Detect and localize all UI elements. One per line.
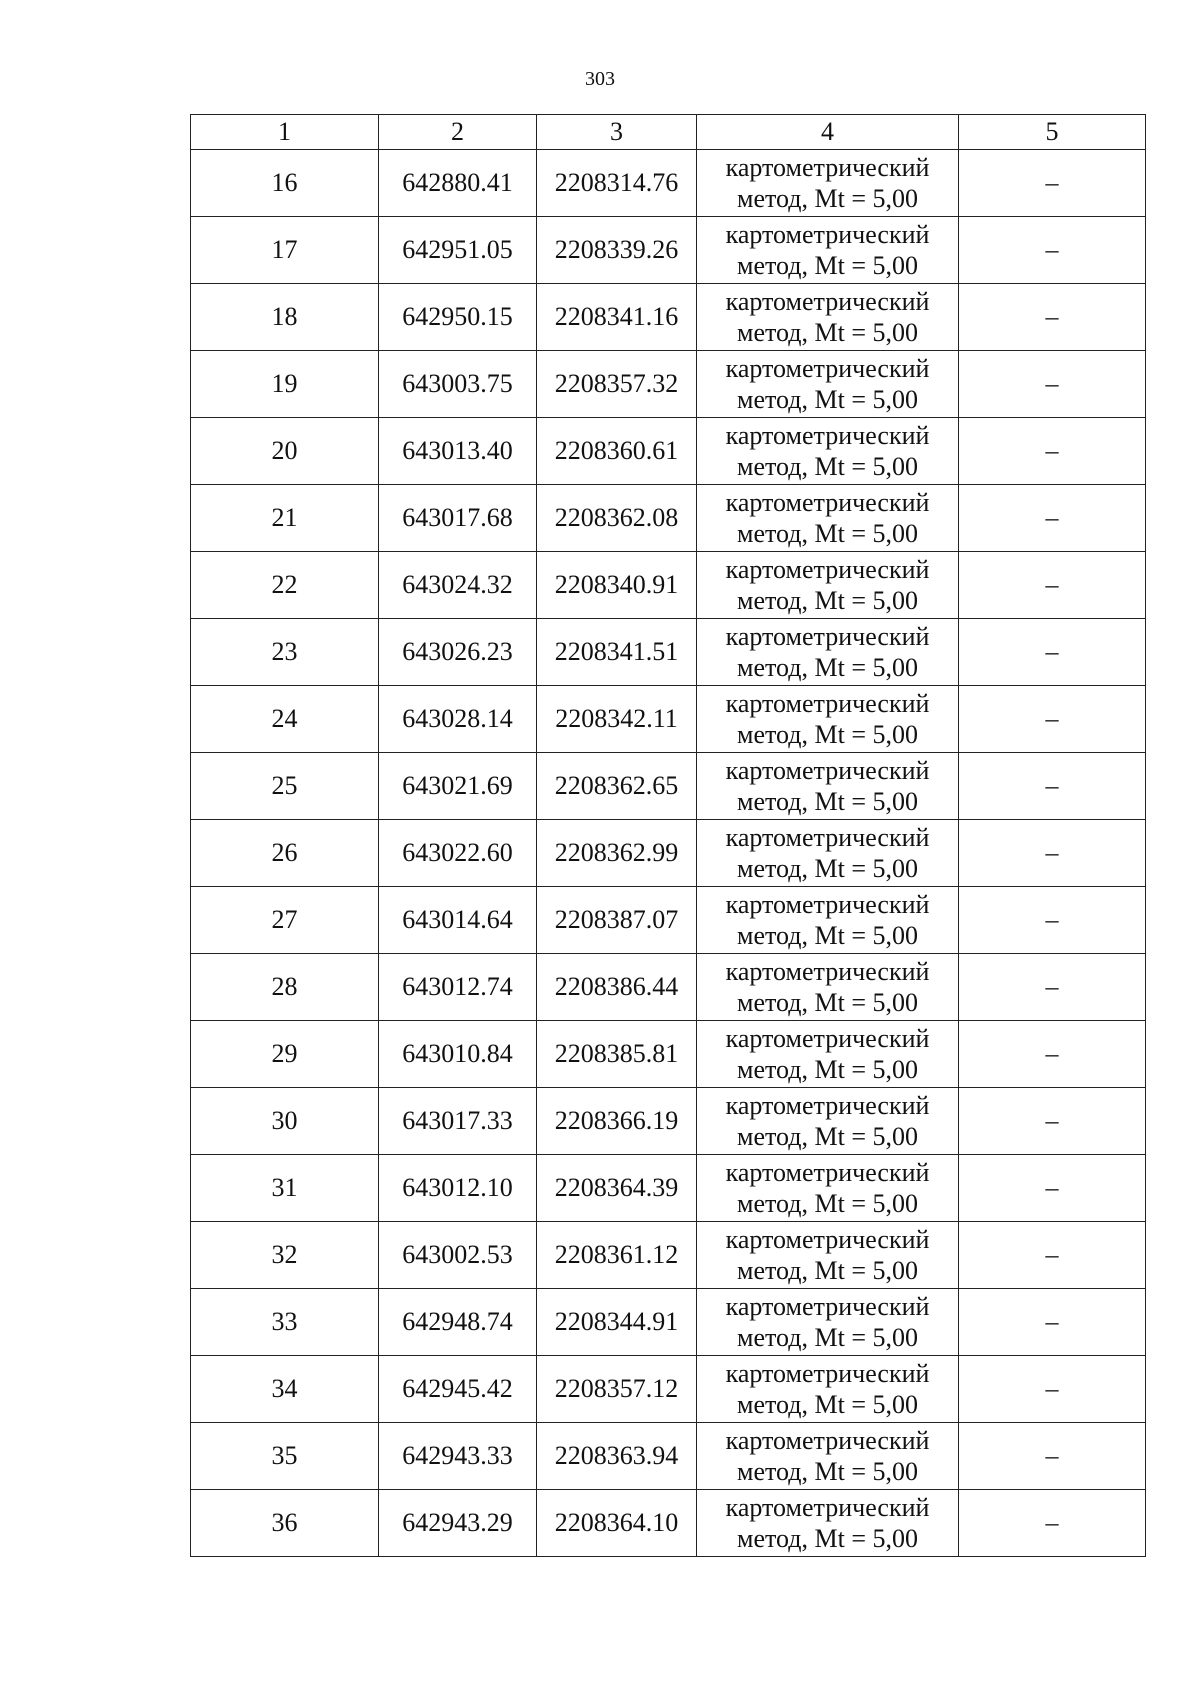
point-number-cell: 27 [191, 887, 379, 954]
method-line-2: метод, Mt = 5,00 [737, 653, 918, 682]
note-cell: – [959, 150, 1146, 217]
method-line-2: метод, Mt = 5,00 [737, 1189, 918, 1218]
x-coordinate-cell: 642945.42 [379, 1356, 537, 1423]
x-coordinate-cell: 642880.41 [379, 150, 537, 217]
method-line-1: картометрический [725, 421, 930, 450]
method-cell [697, 954, 959, 1021]
method-cell [697, 1021, 959, 1088]
y-coordinate-cell: 2208366.19 [537, 1088, 697, 1155]
note-cell: – [959, 1423, 1146, 1490]
y-coordinate-cell: 2208362.08 [537, 485, 697, 552]
x-coordinate-cell: 643010.84 [379, 1021, 537, 1088]
x-coordinate-cell: 643024.32 [379, 552, 537, 619]
table-row [191, 418, 1146, 485]
method-cell [697, 1490, 959, 1557]
method-line-2: метод, Mt = 5,00 [737, 1390, 918, 1419]
table-row [191, 552, 1146, 619]
x-coordinate-cell: 642943.29 [379, 1490, 537, 1557]
point-number-cell: 32 [191, 1222, 379, 1289]
point-number-cell: 24 [191, 686, 379, 753]
method-line-1: картометрический [725, 1359, 930, 1388]
table-row [191, 1356, 1146, 1423]
note-cell: – [959, 686, 1146, 753]
x-coordinate-cell: 643002.53 [379, 1222, 537, 1289]
method-line-1: картометрический [725, 354, 930, 383]
y-coordinate-cell: 2208339.26 [537, 217, 697, 284]
method-line-2: метод, Mt = 5,00 [737, 988, 918, 1017]
header-row [191, 115, 1146, 150]
method-line-1: картометрический [725, 1091, 930, 1120]
point-number-cell: 20 [191, 418, 379, 485]
note-cell: – [959, 1222, 1146, 1289]
method-line-2: метод, Mt = 5,00 [737, 1323, 918, 1352]
x-coordinate-cell: 642951.05 [379, 217, 537, 284]
method-line-1: картометрический [725, 1292, 930, 1321]
column-header-5: 5 [959, 115, 1146, 150]
table-row [191, 1490, 1146, 1557]
column-header-3: 3 [537, 115, 697, 150]
point-number-cell: 21 [191, 485, 379, 552]
y-coordinate-cell: 2208362.65 [537, 753, 697, 820]
method-line-2: метод, Mt = 5,00 [737, 519, 918, 548]
table-row [191, 619, 1146, 686]
method-line-2: метод, Mt = 5,00 [737, 854, 918, 883]
table-row [191, 217, 1146, 284]
note-cell: – [959, 1490, 1146, 1557]
method-line-2: метод, Mt = 5,00 [737, 251, 918, 280]
method-line-2: метод, Mt = 5,00 [737, 1256, 918, 1285]
method-line-2: метод, Mt = 5,00 [737, 1457, 918, 1486]
point-number-cell: 31 [191, 1155, 379, 1222]
point-number-cell: 30 [191, 1088, 379, 1155]
point-number-cell: 17 [191, 217, 379, 284]
method-line-2: метод, Mt = 5,00 [737, 1055, 918, 1084]
method-cell [697, 418, 959, 485]
method-cell [697, 150, 959, 217]
y-coordinate-cell: 2208364.39 [537, 1155, 697, 1222]
method-line-2: метод, Mt = 5,00 [737, 1122, 918, 1151]
note-cell: – [959, 552, 1146, 619]
note-cell: – [959, 1155, 1146, 1222]
table-row [191, 1423, 1146, 1490]
x-coordinate-cell: 643026.23 [379, 619, 537, 686]
method-cell [697, 1088, 959, 1155]
method-cell [697, 351, 959, 418]
point-number-cell: 29 [191, 1021, 379, 1088]
y-coordinate-cell: 2208361.12 [537, 1222, 697, 1289]
x-coordinate-cell: 642948.74 [379, 1289, 537, 1356]
x-coordinate-cell: 643003.75 [379, 351, 537, 418]
y-coordinate-cell: 2208357.32 [537, 351, 697, 418]
point-number-cell: 36 [191, 1490, 379, 1557]
method-cell [697, 619, 959, 686]
y-coordinate-cell: 2208362.99 [537, 820, 697, 887]
y-coordinate-cell: 2208342.11 [537, 686, 697, 753]
point-number-cell: 35 [191, 1423, 379, 1490]
x-coordinate-cell: 643017.68 [379, 485, 537, 552]
column-header-2: 2 [379, 115, 537, 150]
method-line-2: метод, Mt = 5,00 [737, 1524, 918, 1553]
method-line-1: картометрический [725, 1426, 930, 1455]
y-coordinate-cell: 2208340.91 [537, 552, 697, 619]
method-line-1: картометрический [725, 220, 930, 249]
method-cell [697, 1155, 959, 1222]
point-number-cell: 22 [191, 552, 379, 619]
coordinates-table [190, 114, 1146, 1557]
method-line-2: метод, Mt = 5,00 [737, 318, 918, 347]
method-line-2: метод, Mt = 5,00 [737, 586, 918, 615]
y-coordinate-cell: 2208357.12 [537, 1356, 697, 1423]
note-cell: – [959, 619, 1146, 686]
point-number-cell: 26 [191, 820, 379, 887]
table-row [191, 351, 1146, 418]
x-coordinate-cell: 642943.33 [379, 1423, 537, 1490]
x-coordinate-cell: 643021.69 [379, 753, 537, 820]
note-cell: – [959, 485, 1146, 552]
method-cell [697, 552, 959, 619]
note-cell: – [959, 1021, 1146, 1088]
point-number-cell: 28 [191, 954, 379, 1021]
point-number-cell: 18 [191, 284, 379, 351]
y-coordinate-cell: 2208363.94 [537, 1423, 697, 1490]
x-coordinate-cell: 643028.14 [379, 686, 537, 753]
method-line-1: картометрический [725, 622, 930, 651]
table-header [191, 115, 1146, 150]
method-line-1: картометрический [725, 287, 930, 316]
x-coordinate-cell: 643017.33 [379, 1088, 537, 1155]
method-line-1: картометрический [725, 890, 930, 919]
method-line-2: метод, Mt = 5,00 [737, 385, 918, 414]
method-line-2: метод, Mt = 5,00 [737, 720, 918, 749]
method-line-1: картометрический [725, 555, 930, 584]
note-cell: – [959, 351, 1146, 418]
y-coordinate-cell: 2208387.07 [537, 887, 697, 954]
y-coordinate-cell: 2208364.10 [537, 1490, 697, 1557]
method-line-1: картометрический [725, 488, 930, 517]
table-row [191, 150, 1146, 217]
note-cell: – [959, 887, 1146, 954]
method-line-1: картометрический [725, 1225, 930, 1254]
y-coordinate-cell: 2208360.61 [537, 418, 697, 485]
x-coordinate-cell: 643012.74 [379, 954, 537, 1021]
table-row [191, 820, 1146, 887]
method-cell [697, 1289, 959, 1356]
x-coordinate-cell: 643014.64 [379, 887, 537, 954]
column-header-1: 1 [191, 115, 379, 150]
method-line-2: метод, Mt = 5,00 [737, 452, 918, 481]
method-cell [697, 284, 959, 351]
point-number-cell: 33 [191, 1289, 379, 1356]
method-cell [697, 1423, 959, 1490]
table-row [191, 1222, 1146, 1289]
column-header-4: 4 [697, 115, 959, 150]
note-cell: – [959, 217, 1146, 284]
table-row [191, 1155, 1146, 1222]
table-row [191, 686, 1146, 753]
y-coordinate-cell: 2208385.81 [537, 1021, 697, 1088]
method-cell [697, 686, 959, 753]
method-cell [697, 1222, 959, 1289]
method-cell [697, 753, 959, 820]
note-cell: – [959, 1356, 1146, 1423]
method-line-1: картометрический [725, 689, 930, 718]
method-cell [697, 820, 959, 887]
method-line-1: картометрический [725, 756, 930, 785]
note-cell: – [959, 954, 1146, 1021]
method-line-2: метод, Mt = 5,00 [737, 184, 918, 213]
x-coordinate-cell: 643022.60 [379, 820, 537, 887]
table-row [191, 753, 1146, 820]
method-line-1: картометрический [725, 153, 930, 182]
method-cell [697, 217, 959, 284]
method-line-1: картометрический [725, 957, 930, 986]
point-number-cell: 19 [191, 351, 379, 418]
table-row [191, 284, 1146, 351]
method-cell [697, 485, 959, 552]
method-line-1: картометрический [725, 823, 930, 852]
point-number-cell: 34 [191, 1356, 379, 1423]
table-row [191, 1289, 1146, 1356]
page-number: 303 [585, 68, 615, 90]
method-line-1: картометрический [725, 1024, 930, 1053]
note-cell: – [959, 1289, 1146, 1356]
note-cell: – [959, 820, 1146, 887]
method-cell [697, 887, 959, 954]
y-coordinate-cell: 2208344.91 [537, 1289, 697, 1356]
method-line-2: метод, Mt = 5,00 [737, 921, 918, 950]
x-coordinate-cell: 642950.15 [379, 284, 537, 351]
y-coordinate-cell: 2208314.76 [537, 150, 697, 217]
point-number-cell: 25 [191, 753, 379, 820]
table-row [191, 1088, 1146, 1155]
method-line-1: картометрический [725, 1493, 930, 1522]
table-body [191, 150, 1146, 1557]
method-line-2: метод, Mt = 5,00 [737, 787, 918, 816]
note-cell: – [959, 1088, 1146, 1155]
point-number-cell: 23 [191, 619, 379, 686]
table-row [191, 954, 1146, 1021]
y-coordinate-cell: 2208341.51 [537, 619, 697, 686]
table-row [191, 1021, 1146, 1088]
table-row [191, 887, 1146, 954]
method-line-1: картометрический [725, 1158, 930, 1187]
x-coordinate-cell: 643012.10 [379, 1155, 537, 1222]
method-cell [697, 1356, 959, 1423]
y-coordinate-cell: 2208341.16 [537, 284, 697, 351]
x-coordinate-cell: 643013.40 [379, 418, 537, 485]
table-row [191, 485, 1146, 552]
note-cell: – [959, 418, 1146, 485]
note-cell: – [959, 284, 1146, 351]
point-number-cell: 16 [191, 150, 379, 217]
note-cell: – [959, 753, 1146, 820]
y-coordinate-cell: 2208386.44 [537, 954, 697, 1021]
